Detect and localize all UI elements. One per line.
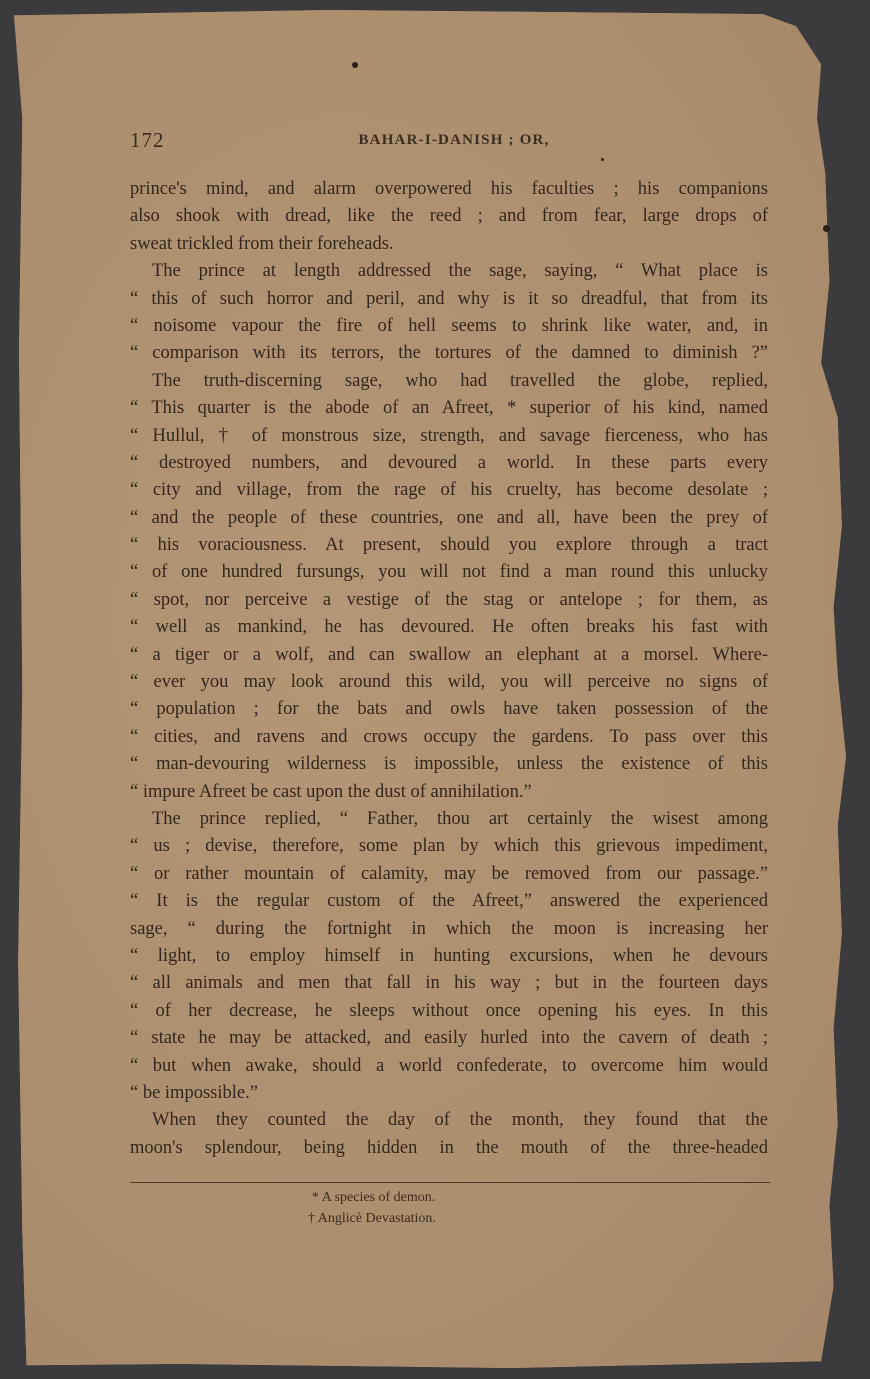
text-line: The truth-discerning sage, who had travelled the globe, replied, — [152, 370, 768, 391]
text-line: “ city and village, from the rage of his cruelty, has become desolate ; — [130, 480, 768, 501]
text-line: “ of one hundred fursungs, you will not find a man round this unlucky — [130, 562, 768, 583]
text-line: “ of her decrease, he sleeps without once opening his eyes. In this — [130, 1000, 768, 1021]
text-line: “ It is the regular custom of the Afreet,” answered the experienced — [130, 891, 768, 912]
text-line: sweat trickled from their foreheads. — [130, 233, 394, 254]
text-line: “ man-devouring wilderness is impossible, unless the existence of this — [130, 754, 768, 775]
text-line: “ light, to employ himself in hunting excursions, when he devours — [130, 945, 768, 966]
text-line: “ impure Afreet be cast upon the dust of annihilation.” — [130, 781, 532, 802]
text-line: “ destroyed numbers, and devoured a world. In these parts every — [130, 452, 768, 473]
text-line: sage, “ during the fortnight in which the moon is increasing her — [130, 918, 768, 939]
text-line: “ This quarter is the abode of an Afreet, * superior of his kind, named — [130, 398, 768, 419]
text-line: “ state he may be attacked, and easily hurled into the cavern of death ; — [130, 1028, 768, 1049]
text-line: “ be impossible.” — [130, 1082, 258, 1103]
text-line: “ well as mankind, he has devoured. He often breaks his fast with — [130, 617, 768, 638]
text-line: “ or rather mountain of calamity, may be removed from our passage.” — [130, 863, 768, 884]
text-line: “ but when awake, should a world confederate, to overcome him would — [130, 1055, 768, 1076]
text-line: “ Hullul, † of monstrous size, strength, and savage fierceness, who has — [130, 425, 768, 446]
text-line: “ ever you may look around this wild, you will perceive no signs of — [130, 672, 768, 693]
page-number: 172 — [130, 128, 165, 152]
footnote-rule — [130, 1182, 770, 1183]
text-line: “ a tiger or a wolf, and can swallow an elephant at a morsel. Where- — [130, 644, 768, 665]
text-line: “ us ; devise, therefore, some plan by which this grievous impediment, — [130, 836, 768, 857]
text-line: “ spot, nor perceive a vestige of the stag or antelope ; for them, as — [130, 589, 768, 610]
text-line: “ this of such horror and peril, and why is it so dreadful, that from its — [130, 288, 768, 309]
footnote: * A species of demon. — [312, 1190, 436, 1205]
footnotes — [130, 1187, 770, 1229]
text-line: The prince replied, “ Father, thou art certainly the wisest among — [152, 808, 768, 829]
ink-speck — [352, 62, 358, 68]
text-line: also shook with dread, like the reed ; and from fear, large drops of — [130, 206, 768, 227]
footnote: † Anglicè Devastation. — [308, 1211, 436, 1226]
text-line: “ all animals and men that fall in his way ; but in the fourteen days — [130, 973, 768, 994]
text-line: “ cities, and ravens and crows occupy the gardens. To pass over this — [130, 726, 768, 747]
ink-speck — [601, 158, 604, 161]
text-line: “ comparison with its terrors, the tortures of the damned to diminish ?” — [130, 343, 768, 364]
text-line: “ noisome vapour the fire of hell seems to shrink like water, and, in — [130, 315, 768, 336]
text-line: “ his voraciousness. At present, should you explore through a tract — [130, 535, 768, 556]
text-line: “ and the people of these countries, one and all, have been the prey of — [130, 507, 768, 528]
text-line: “ population ; for the bats and owls have taken possession of the — [130, 699, 768, 720]
text-line: prince's mind, and alarm overpowered his faculties ; his companions — [130, 179, 768, 199]
body-text — [130, 176, 768, 1162]
page-header — [130, 128, 768, 154]
running-title: BAHAR-I-DANISH ; OR, — [358, 132, 550, 148]
text-line: When they counted the day of the month, they found that the — [152, 1110, 768, 1131]
text-line: moon's splendour, being hidden in the mouth of the three-headed — [130, 1137, 768, 1158]
ink-speck — [823, 225, 830, 232]
text-line: The prince at length addressed the sage, saying, “ What place is — [152, 261, 768, 282]
